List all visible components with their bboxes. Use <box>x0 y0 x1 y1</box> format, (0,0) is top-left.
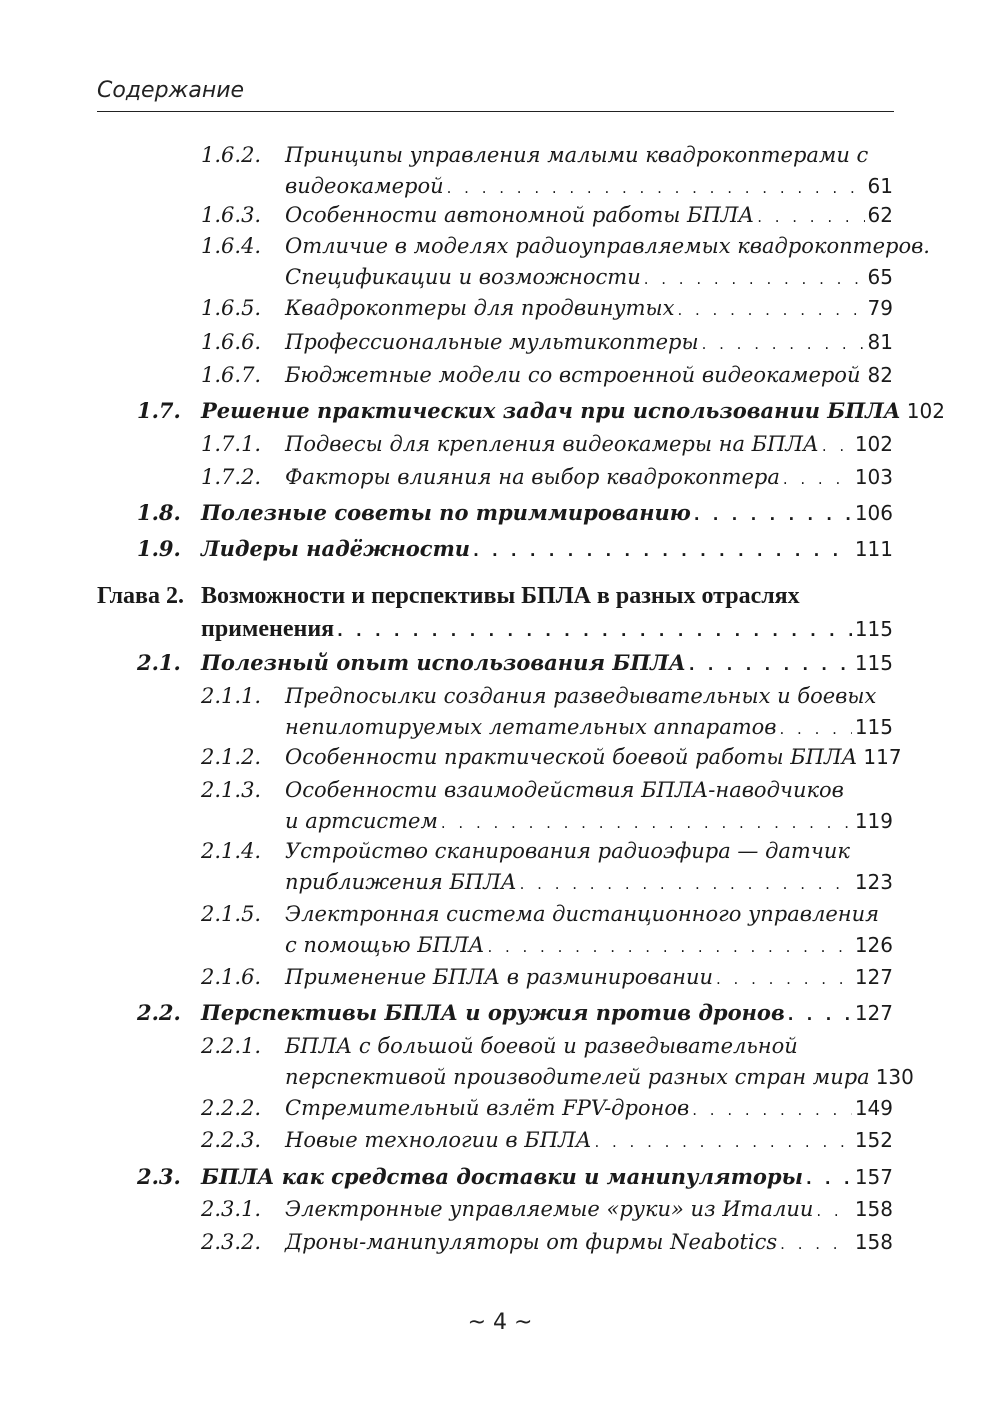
toc-entry-page: 102 <box>854 432 893 456</box>
toc-entry-page: 149 <box>854 1096 893 1120</box>
toc-entry-number: 1.8. <box>137 500 181 525</box>
toc-entry-title: Подвесы для крепления видеокамеры на БПЛА <box>285 432 819 456</box>
toc-entry-number: 2.2.3. <box>201 1128 262 1152</box>
toc-entry-title: Особенности автономной работы БПЛА <box>285 203 755 227</box>
toc-leader-dots <box>487 938 851 956</box>
toc-entry-title: непилотируемых летательных аппаратов <box>285 715 777 739</box>
toc-entry-page: 102 <box>906 399 945 423</box>
toc-entry-title: Квадрокоптеры для продвинутых <box>285 296 675 320</box>
toc-entry-title: приближения БПЛА <box>285 870 517 894</box>
toc-entry-page: 62 <box>867 203 893 227</box>
running-head: Содержание <box>97 78 245 103</box>
toc-leader-dots <box>788 1006 852 1024</box>
toc-entry-page: 115 <box>854 715 893 739</box>
toc-leader-dots <box>783 470 852 488</box>
toc-entry-number: 2.1.1. <box>201 684 262 708</box>
toc-entry-number: 2.2.1. <box>201 1034 262 1058</box>
toc-entry-title: Устройство сканирования радиоэфира — датчик <box>285 839 850 863</box>
toc-entry-title: Лидеры надёжности <box>201 536 471 561</box>
toc-entry-title: Принципы управления малыми квадрокоптерами с <box>285 143 869 167</box>
toc-entry-title: с помощью БПЛА <box>285 933 485 957</box>
toc-entry-page: 65 <box>867 265 893 289</box>
toc-entry-page: 123 <box>854 870 893 894</box>
toc-entry-number: 1.6.5. <box>201 296 262 320</box>
toc-leader-dots <box>447 179 865 197</box>
toc-entry-number: 2.3.2. <box>201 1230 262 1254</box>
toc-entry-page: 127 <box>854 965 893 989</box>
toc-entry-page: 126 <box>854 933 893 957</box>
toc-leader-dots <box>337 622 852 640</box>
toc-entry-page: 81 <box>867 330 893 354</box>
toc-entry-title: Бюджетные модели со встроенной видеокамерой <box>285 363 861 387</box>
toc-leader-dots <box>520 875 852 893</box>
toc-entry-title: Профессиональные мультикоптеры <box>285 330 699 354</box>
toc-entry-title: Стремительный взлёт FPV-дронов <box>285 1096 690 1120</box>
toc-leader-dots <box>816 1202 851 1220</box>
toc-entry-title: видеокамерой <box>285 174 444 198</box>
toc-leader-dots <box>822 437 852 455</box>
toc-leader-dots <box>692 1101 852 1119</box>
toc-entry-number: 2.2.2. <box>201 1096 262 1120</box>
toc-entry-number: 2.1.2. <box>201 745 262 769</box>
toc-leader-dots <box>594 1133 851 1151</box>
toc-entry-page: 152 <box>854 1128 893 1152</box>
toc-leader-dots <box>702 335 865 353</box>
toc-entry-page: 61 <box>867 174 893 198</box>
toc-entry-page: 127 <box>854 1001 893 1025</box>
toc-leader-dots <box>806 1170 852 1188</box>
toc-entry-title: Применение БПЛА в разминировании <box>285 965 714 989</box>
page-number: ~ 4 ~ <box>467 1310 533 1335</box>
toc-entry-number: 1.6.6. <box>201 330 262 354</box>
toc-entry-page: 82 <box>867 363 893 387</box>
toc-entry-number: Глава 2. <box>97 583 184 609</box>
toc-entry-number: 2.3.1. <box>201 1197 262 1221</box>
toc-entry-page: 117 <box>863 745 902 769</box>
toc-leader-dots <box>757 208 864 226</box>
toc-entry-title: Новые технологии в БПЛА <box>285 1128 592 1152</box>
toc-entry-title: применения <box>201 616 335 642</box>
toc-leader-dots <box>441 814 852 832</box>
toc-leader-dots <box>780 1235 852 1253</box>
toc-entry-number: 2.1. <box>137 650 181 675</box>
toc-entry-title: перспективой производителей разных стран мира <box>285 1065 870 1089</box>
toc-entry-title: Электронная система дистанционного управления <box>285 902 880 926</box>
toc-entry-page: 103 <box>854 465 893 489</box>
toc-entry-page: 115 <box>854 617 893 641</box>
toc-entry-title: Факторы влияния на выбор квадрокоптера <box>285 465 780 489</box>
toc-entry-title: Решение практических задач при использовании БПЛА <box>201 398 901 423</box>
toc-entry-title: и артсистем <box>285 809 438 833</box>
toc-entry-title: БПЛА с большой боевой и разведывательной <box>285 1034 798 1058</box>
toc-entry-title: Особенности практической боевой работы БПЛА <box>285 745 858 769</box>
toc-entry-number: 1.7.2. <box>201 465 262 489</box>
toc-entry-title: Дроны-манипуляторы от фирмы Neabotics <box>285 1230 778 1254</box>
toc-leader-dots <box>716 970 852 988</box>
toc-entry-page: 115 <box>854 651 893 675</box>
toc-entry-page: 111 <box>854 537 893 561</box>
toc-entry-page: 158 <box>854 1230 893 1254</box>
toc-entry-number: 2.1.6. <box>201 965 262 989</box>
toc-entry-number: 2.3. <box>137 1164 181 1189</box>
toc-entry-page: 79 <box>867 296 893 320</box>
toc-entry-number: 1.6.7. <box>201 363 262 387</box>
toc-entry-number: 2.1.4. <box>201 839 262 863</box>
toc-entry-number: 1.7.1. <box>201 432 262 456</box>
toc-leader-dots <box>677 301 864 319</box>
toc-entry-title: Полезный опыт использования БПЛА <box>201 650 686 675</box>
toc-leader-dots <box>694 506 852 524</box>
toc-entry-title: Возможности и перспективы БПЛА в разных отраслях <box>201 583 800 609</box>
header-rule <box>97 111 894 112</box>
toc-entry-number: 2.1.3. <box>201 778 262 802</box>
toc-entry-number: 1.9. <box>137 536 181 561</box>
toc-entry-title: Перспективы БПЛА и оружия против дронов <box>201 1000 785 1025</box>
toc-entry-page: 130 <box>875 1065 914 1089</box>
toc-entry-title: Особенности взаимодействия БПЛА-наводчиков <box>285 778 844 802</box>
toc-entry-page: 157 <box>854 1165 893 1189</box>
toc-entry-title: БПЛА как средства доставки и манипуляторы <box>201 1164 803 1189</box>
toc-entry-number: 1.6.4. <box>201 234 262 258</box>
toc-entry-title: Спецификации и возможности <box>285 265 641 289</box>
toc-entry-title: Отличие в моделях радиоуправляемых квадрокоптеров. <box>285 234 930 258</box>
toc-leader-dots <box>689 656 852 674</box>
toc-entry-title: Предпосылки создания разведывательных и боевых <box>285 684 877 708</box>
toc-entry-page: 106 <box>854 501 893 525</box>
toc-entry-number: 2.2. <box>137 1000 181 1025</box>
toc-entry-title: Электронные управляемые «руки» из Италии <box>285 1197 814 1221</box>
toc-leader-dots <box>780 720 852 738</box>
toc-entry-page: 119 <box>854 809 893 833</box>
toc-entry-number: 1.6.3. <box>201 203 262 227</box>
toc-entry-number: 1.6.2. <box>201 143 262 167</box>
toc-entry-title: Полезные советы по триммированию <box>201 500 691 525</box>
toc-entry-number: 1.7. <box>137 398 181 423</box>
toc-leader-dots <box>644 270 865 288</box>
toc-entry-number: 2.1.5. <box>201 902 262 926</box>
toc-leader-dots <box>473 542 852 560</box>
toc-leader-dots <box>863 368 864 386</box>
toc-entry-page: 158 <box>854 1197 893 1221</box>
